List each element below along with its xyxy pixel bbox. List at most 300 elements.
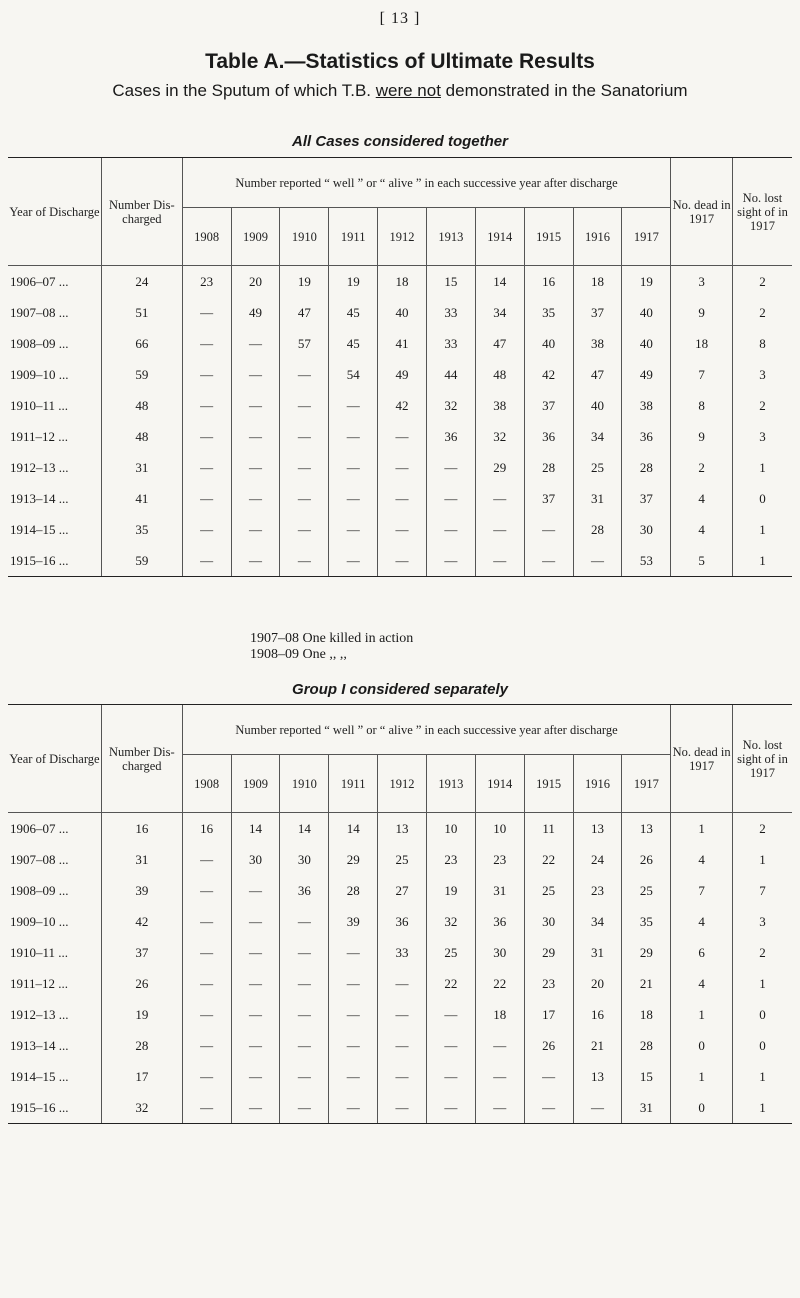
section-heading-all-cases: All Cases considered together (292, 133, 508, 150)
count-cell: 15 (622, 1061, 671, 1092)
count-cell: 25 (524, 875, 573, 906)
count-cell: — (378, 514, 427, 545)
table-row (8, 1092, 792, 1124)
discharged-cell: 42 (101, 906, 182, 937)
count-cell: 30 (231, 844, 280, 875)
header-number-reported: Number reported “ well ” or “ alive ” in each successive year after discharge (182, 158, 671, 208)
dead-cell: 4 (671, 968, 733, 999)
lost-cell: 2 (732, 297, 792, 328)
lost-cell: 1 (732, 452, 792, 483)
year-cell: 1909–10 ... (10, 366, 69, 382)
count-cell: — (280, 906, 329, 937)
count-cell: — (231, 328, 280, 359)
count-cell: 53 (622, 545, 671, 577)
count-cell: — (378, 545, 427, 577)
count-cell: — (329, 937, 378, 968)
count-cell: 13 (573, 1061, 622, 1092)
discharged-cell: 37 (101, 937, 182, 968)
count-cell: — (231, 545, 280, 577)
dead-cell: 9 (671, 297, 733, 328)
count-cell: 28 (573, 514, 622, 545)
count-cell: — (378, 1061, 427, 1092)
count-cell: — (329, 1092, 378, 1124)
count-cell: — (329, 390, 378, 421)
lost-cell: 1 (732, 968, 792, 999)
count-cell: 47 (573, 359, 622, 390)
count-cell: 30 (475, 937, 524, 968)
count-cell: — (329, 545, 378, 577)
count-cell: — (182, 328, 231, 359)
table-row (8, 297, 792, 328)
header-year-1909: 1909 (231, 208, 280, 266)
count-cell: — (426, 1092, 475, 1124)
count-cell: — (280, 421, 329, 452)
count-cell: — (524, 1061, 573, 1092)
count-cell: — (426, 545, 475, 577)
count-cell: 25 (573, 452, 622, 483)
lost-cell: 2 (732, 266, 792, 298)
table-title: Table A.—Statistics of Ultimate Results (205, 50, 595, 73)
header-year-1913: 1913 (426, 755, 475, 813)
results-table-group-one (8, 704, 792, 1124)
count-cell: — (280, 483, 329, 514)
year-cell: 1915–16 ... (8, 1092, 101, 1124)
count-cell: 23 (475, 844, 524, 875)
count-cell: — (231, 1092, 280, 1124)
count-cell: — (182, 421, 231, 452)
count-cell: 31 (475, 875, 524, 906)
count-cell: 19 (622, 266, 671, 298)
count-cell: 33 (378, 937, 427, 968)
dead-cell: 18 (671, 328, 733, 359)
count-cell: — (378, 999, 427, 1030)
count-cell: 14 (475, 266, 524, 298)
lost-cell: 3 (732, 421, 792, 452)
count-cell: 40 (524, 328, 573, 359)
count-cell: — (426, 514, 475, 545)
count-cell: 18 (378, 266, 427, 298)
count-cell: — (378, 483, 427, 514)
count-cell: — (280, 1030, 329, 1061)
count-cell: 18 (475, 999, 524, 1030)
count-cell: — (231, 483, 280, 514)
count-cell: — (231, 1030, 280, 1061)
count-cell: 19 (280, 266, 329, 298)
lost-cell: 1 (732, 1092, 792, 1124)
count-cell: 28 (622, 452, 671, 483)
table-row (8, 545, 792, 577)
count-cell: 18 (622, 999, 671, 1030)
discharged-cell: 32 (101, 1092, 182, 1124)
year-cell: 1911–12 ... (10, 975, 69, 991)
count-cell: — (475, 1030, 524, 1061)
header-year-1908: 1908 (182, 208, 231, 266)
table-row (8, 266, 792, 298)
count-cell: — (329, 514, 378, 545)
count-cell: — (475, 1061, 524, 1092)
count-cell: — (182, 968, 231, 999)
count-cell: — (475, 1092, 524, 1124)
lost-cell: 2 (732, 390, 792, 421)
count-cell: 42 (524, 359, 573, 390)
lost-cell: 3 (732, 359, 792, 390)
year-cell: 1913–14 ... (10, 1037, 69, 1053)
count-cell: 29 (622, 937, 671, 968)
subtitle-emphasis: were not (375, 81, 441, 100)
count-cell: 20 (573, 968, 622, 999)
count-cell: — (329, 999, 378, 1030)
count-cell: 19 (329, 266, 378, 298)
count-cell: 47 (280, 297, 329, 328)
count-cell: — (573, 545, 622, 577)
count-cell: — (231, 421, 280, 452)
count-cell: 16 (573, 999, 622, 1030)
year-cell: 1908–09 ... (10, 882, 69, 898)
count-cell: 30 (524, 906, 573, 937)
discharged-cell: 24 (101, 266, 182, 298)
count-cell: 32 (426, 906, 475, 937)
count-cell: — (231, 514, 280, 545)
count-cell: — (573, 1092, 622, 1124)
count-cell: — (329, 1061, 378, 1092)
header-year-1917: 1917 (622, 208, 671, 266)
dead-cell: 6 (671, 937, 733, 968)
lost-cell: 3 (732, 906, 792, 937)
count-cell: 10 (475, 813, 524, 845)
count-cell: 31 (622, 1092, 671, 1124)
table-row (8, 1061, 792, 1092)
dead-cell: 1 (671, 1061, 733, 1092)
lost-cell: 1 (732, 514, 792, 545)
dead-cell: 4 (671, 844, 733, 875)
count-cell: — (231, 937, 280, 968)
table-row (8, 906, 792, 937)
count-cell: 42 (378, 390, 427, 421)
count-cell: 34 (475, 297, 524, 328)
header-year-1909: 1909 (231, 755, 280, 813)
count-cell: — (231, 390, 280, 421)
count-cell: — (378, 1092, 427, 1124)
count-cell: 22 (524, 844, 573, 875)
count-cell: 10 (426, 813, 475, 845)
header-year-1914: 1914 (475, 208, 524, 266)
note-line: 1908–09 One ,, ,, (250, 647, 347, 662)
count-cell: 25 (622, 875, 671, 906)
lost-cell: 1 (732, 1061, 792, 1092)
count-cell: 33 (426, 328, 475, 359)
count-cell: 21 (573, 1030, 622, 1061)
count-cell: 40 (378, 297, 427, 328)
count-cell: — (280, 1092, 329, 1124)
count-cell: — (182, 937, 231, 968)
count-cell: 15 (426, 266, 475, 298)
year-cell: 1910–11 ... (10, 397, 69, 413)
year-cell: 1908–09 ... (10, 335, 69, 351)
count-cell: — (329, 483, 378, 514)
count-cell: 36 (475, 906, 524, 937)
count-cell: — (280, 968, 329, 999)
year-cell: 1912–13 ... (10, 459, 69, 475)
count-cell: — (280, 545, 329, 577)
header-year-1911: 1911 (329, 208, 378, 266)
count-cell: 54 (329, 359, 378, 390)
year-cell: 1912–13 ... (10, 1006, 69, 1022)
year-cell: 1915–16 ... (8, 545, 101, 577)
count-cell: 37 (524, 390, 573, 421)
header-year-1915: 1915 (524, 755, 573, 813)
count-cell: 36 (524, 421, 573, 452)
lost-cell: 1 (732, 545, 792, 577)
count-cell: — (182, 1030, 231, 1061)
table-row (8, 514, 792, 545)
year-cell: 1910–11 ... (10, 944, 69, 960)
discharged-cell: 28 (101, 1030, 182, 1061)
count-cell: — (378, 452, 427, 483)
discharged-cell: 66 (101, 328, 182, 359)
discharged-cell: 59 (101, 545, 182, 577)
header-year-1911: 1911 (329, 755, 378, 813)
count-cell: 13 (622, 813, 671, 845)
count-cell: — (182, 483, 231, 514)
discharged-cell: 16 (101, 813, 182, 845)
count-cell: — (378, 421, 427, 452)
count-cell: 32 (475, 421, 524, 452)
count-cell: — (426, 1030, 475, 1061)
count-cell: — (182, 1061, 231, 1092)
lost-cell: 8 (732, 328, 792, 359)
count-cell: 16 (182, 813, 231, 845)
count-cell: — (182, 297, 231, 328)
dead-cell: 1 (671, 813, 733, 845)
year-cell: 1906–07 ... (8, 813, 101, 845)
lost-cell: 7 (732, 875, 792, 906)
page-number: [ 13 ] (379, 10, 421, 27)
count-cell: — (426, 999, 475, 1030)
table-row (8, 968, 792, 999)
count-cell: 38 (573, 328, 622, 359)
count-cell: — (231, 906, 280, 937)
discharged-cell: 35 (101, 514, 182, 545)
count-cell: 44 (426, 359, 475, 390)
count-cell: — (182, 545, 231, 577)
count-cell: 21 (622, 968, 671, 999)
year-cell: 1907–08 ... (10, 304, 69, 320)
count-cell: 49 (622, 359, 671, 390)
count-cell: — (280, 359, 329, 390)
count-cell: 17 (524, 999, 573, 1030)
table-row (8, 875, 792, 906)
section-heading-group-one: Group I considered separately (292, 681, 508, 698)
dead-cell: 5 (671, 545, 733, 577)
count-cell: — (231, 1061, 280, 1092)
count-cell: 13 (378, 813, 427, 845)
header-number-discharged: Number Dis- charged (101, 705, 182, 813)
table-row (8, 483, 792, 514)
table-row (8, 999, 792, 1030)
count-cell: 37 (622, 483, 671, 514)
discharged-cell: 51 (101, 297, 182, 328)
note-line: 1907–08 One killed in action (250, 631, 414, 646)
dead-cell: 0 (671, 1092, 733, 1124)
header-year-1908: 1908 (182, 755, 231, 813)
discharged-cell: 41 (101, 483, 182, 514)
count-cell: 23 (573, 875, 622, 906)
count-cell: 48 (475, 359, 524, 390)
count-cell: — (231, 999, 280, 1030)
count-cell: 32 (426, 390, 475, 421)
subtitle-text-end: demonstrated in the Sanatorium (440, 81, 688, 100)
count-cell: 40 (622, 328, 671, 359)
count-cell: 27 (378, 875, 427, 906)
dead-cell: 4 (671, 906, 733, 937)
count-cell: 22 (426, 968, 475, 999)
count-cell: 40 (573, 390, 622, 421)
discharged-cell: 26 (101, 968, 182, 999)
year-cell: 1914–15 ... (10, 1068, 69, 1084)
dead-cell: 2 (671, 452, 733, 483)
count-cell: — (280, 514, 329, 545)
count-cell: 18 (573, 266, 622, 298)
count-cell: 34 (573, 906, 622, 937)
count-cell: — (524, 1092, 573, 1124)
table-row (8, 390, 792, 421)
count-cell: 11 (524, 813, 573, 845)
count-cell: 36 (622, 421, 671, 452)
count-cell: 57 (280, 328, 329, 359)
discharged-cell: 19 (101, 999, 182, 1030)
count-cell: 35 (622, 906, 671, 937)
count-cell: 31 (573, 937, 622, 968)
count-cell: 29 (475, 452, 524, 483)
discharged-cell: 48 (101, 390, 182, 421)
count-cell: 30 (280, 844, 329, 875)
count-cell: 36 (426, 421, 475, 452)
header-year-1912: 1912 (378, 755, 427, 813)
count-cell: 33 (426, 297, 475, 328)
count-cell: 14 (231, 813, 280, 845)
count-cell: — (231, 968, 280, 999)
count-cell: — (524, 545, 573, 577)
lost-cell: 1 (732, 844, 792, 875)
count-cell: 36 (280, 875, 329, 906)
count-cell: 37 (573, 297, 622, 328)
count-cell: 28 (329, 875, 378, 906)
dead-cell: 7 (671, 875, 733, 906)
header-year-1916: 1916 (573, 208, 622, 266)
table-row (8, 328, 792, 359)
table-row (8, 452, 792, 483)
header-number-dead: No. dead in 1917 (671, 158, 733, 266)
lost-cell: 0 (732, 1030, 792, 1061)
count-cell: — (524, 514, 573, 545)
lost-cell: 2 (732, 813, 792, 845)
count-cell: — (280, 1061, 329, 1092)
dead-cell: 7 (671, 359, 733, 390)
discharged-cell: 17 (101, 1061, 182, 1092)
discharged-cell: 31 (101, 844, 182, 875)
table-row (8, 813, 792, 845)
count-cell: — (475, 545, 524, 577)
year-cell: 1906–07 ... (8, 266, 101, 298)
count-cell: 29 (329, 844, 378, 875)
count-cell: 45 (329, 297, 378, 328)
table-row (8, 359, 792, 390)
count-cell: 37 (524, 483, 573, 514)
discharged-cell: 31 (101, 452, 182, 483)
count-cell: — (378, 968, 427, 999)
count-cell: 36 (378, 906, 427, 937)
lost-cell: 0 (732, 483, 792, 514)
dead-cell: 0 (671, 1030, 733, 1061)
header-number-reported: Number reported “ well ” or “ alive ” in each successive year after discharge (182, 705, 671, 755)
count-cell: 28 (622, 1030, 671, 1061)
count-cell: — (426, 483, 475, 514)
year-cell: 1911–12 ... (10, 428, 69, 444)
count-cell: — (182, 875, 231, 906)
dead-cell: 4 (671, 514, 733, 545)
count-cell: — (475, 483, 524, 514)
discharged-cell: 59 (101, 359, 182, 390)
count-cell: — (329, 1030, 378, 1061)
count-cell: — (329, 421, 378, 452)
header-year-1914: 1914 (475, 755, 524, 813)
count-cell: 16 (524, 266, 573, 298)
count-cell: 26 (524, 1030, 573, 1061)
subtitle-text: Cases in the Sputum of which T.B. (112, 81, 376, 100)
count-cell: — (231, 875, 280, 906)
count-cell: 22 (475, 968, 524, 999)
header-year-1916: 1916 (573, 755, 622, 813)
count-cell: 25 (426, 937, 475, 968)
count-cell: 14 (280, 813, 329, 845)
count-cell: 26 (622, 844, 671, 875)
header-number-lost: No. lost sight of in 1917 (732, 705, 792, 813)
count-cell: 47 (475, 328, 524, 359)
count-cell: 19 (426, 875, 475, 906)
count-cell: — (378, 1030, 427, 1061)
count-cell: — (280, 937, 329, 968)
count-cell: 31 (573, 483, 622, 514)
header-number-lost: No. lost sight of in 1917 (732, 158, 792, 266)
dead-cell: 3 (671, 266, 733, 298)
count-cell: — (426, 1061, 475, 1092)
count-cell: — (231, 359, 280, 390)
table-row (8, 844, 792, 875)
count-cell: — (329, 452, 378, 483)
count-cell: 14 (329, 813, 378, 845)
lost-cell: 0 (732, 999, 792, 1030)
count-cell: 23 (426, 844, 475, 875)
count-cell: — (426, 452, 475, 483)
count-cell: — (182, 999, 231, 1030)
discharged-cell: 39 (101, 875, 182, 906)
count-cell: 45 (329, 328, 378, 359)
dead-cell: 1 (671, 999, 733, 1030)
table-row (8, 937, 792, 968)
count-cell: 29 (524, 937, 573, 968)
count-cell: 41 (378, 328, 427, 359)
year-cell: 1907–08 ... (10, 851, 69, 867)
count-cell: — (329, 968, 378, 999)
header-year-of-discharge: Year of Discharge (8, 705, 101, 813)
header-year-1910: 1910 (280, 755, 329, 813)
count-cell: — (182, 514, 231, 545)
count-cell: 28 (524, 452, 573, 483)
count-cell: 20 (231, 266, 280, 298)
year-cell: 1909–10 ... (10, 913, 69, 929)
dead-cell: 8 (671, 390, 733, 421)
header-year-1910: 1910 (280, 208, 329, 266)
